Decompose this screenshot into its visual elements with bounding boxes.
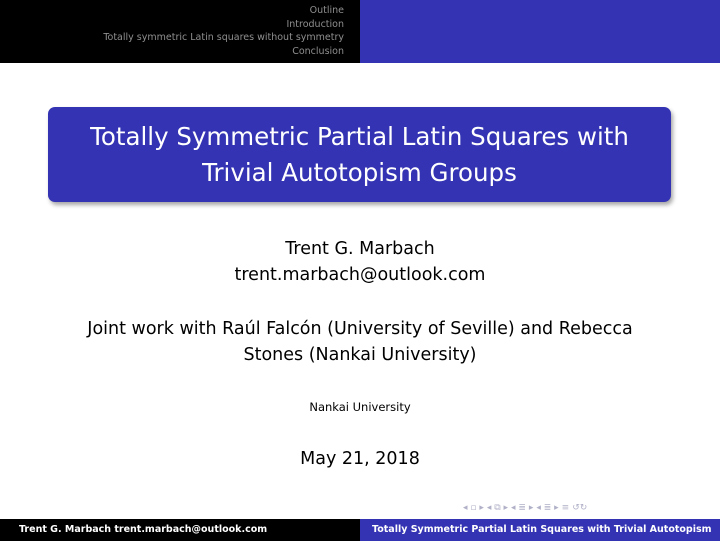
footer-author: Trent G. Marbach trent.marbach@outlook.com xyxy=(0,519,360,541)
slide-title xyxy=(80,119,640,191)
outline-nav xyxy=(103,4,344,58)
nav-subsection-icon[interactable]: ◂ ≣ ▸ xyxy=(511,503,534,513)
beamer-nav-symbols xyxy=(463,502,587,514)
footer-title: Totally Symmetric Partial Latin Squares with Trivial Autotopism xyxy=(360,519,720,541)
nav-first-icon[interactable]: ◂ ▫ ▸ xyxy=(463,503,484,513)
nav-section-icon[interactable]: ◂ ≣ ▸ xyxy=(536,503,559,513)
outline-link-section-main[interactable]: Totally symmetric Latin squares without symmetry xyxy=(103,32,344,43)
title-line-2: Trivial Autotopism Groups xyxy=(202,157,517,187)
outline-link-introduction[interactable]: Introduction xyxy=(286,18,344,30)
nav-align-icon[interactable]: ≡ xyxy=(561,503,570,513)
header-right xyxy=(360,0,720,63)
footer-bar xyxy=(0,519,720,541)
header-left xyxy=(0,0,360,63)
nav-search-icon[interactable]: ↺↻ xyxy=(572,503,588,513)
header-bar xyxy=(0,0,720,63)
date: May 21, 2018 xyxy=(300,449,420,469)
joint-line-2: Stones (Nankai University) xyxy=(243,345,477,365)
author-name: Trent G. Marbach xyxy=(285,239,435,259)
title-line-1: Totally Symmetric Partial Latin Squares with xyxy=(90,121,629,151)
institute: Nankai University xyxy=(309,400,411,414)
author-email: trent.marbach@outlook.com xyxy=(234,265,486,285)
author-block xyxy=(0,236,720,288)
outline-link-outline[interactable]: Outline xyxy=(309,5,344,16)
joint-work xyxy=(0,316,720,368)
outline-link-conclusion[interactable]: Conclusion xyxy=(292,45,344,57)
nav-frame-icon[interactable]: ◂ ⧉ ▸ xyxy=(486,503,509,513)
joint-line-1: Joint work with Raúl Falcón (University of Seville) and Rebecca xyxy=(87,319,633,339)
title-box xyxy=(48,107,671,202)
